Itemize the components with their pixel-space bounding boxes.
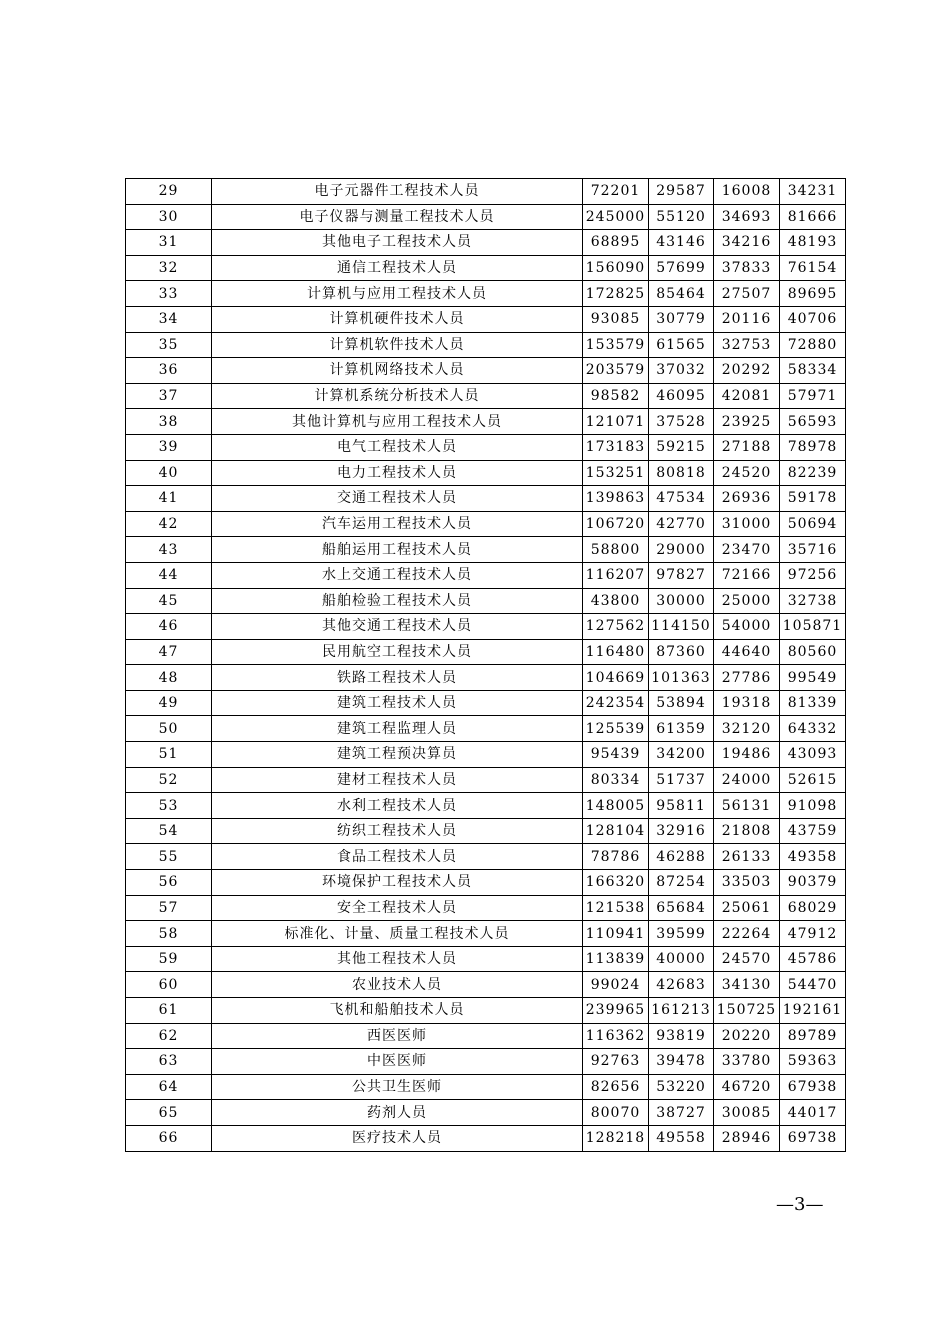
value-col-4: 54470 [780, 972, 846, 998]
value-col-1: 106720 [583, 511, 649, 537]
value-col-3: 150725 [714, 998, 780, 1024]
value-col-3: 19486 [714, 742, 780, 768]
value-col-4: 68029 [780, 895, 846, 921]
value-col-1: 245000 [583, 204, 649, 230]
table-row [126, 665, 846, 691]
table-body [126, 179, 846, 1152]
value-col-4: 99549 [780, 665, 846, 691]
value-col-1: 116362 [583, 1023, 649, 1049]
value-col-2: 49558 [649, 1125, 714, 1151]
occupation-name: 电子仪器与测量工程技术人员 [212, 204, 583, 230]
row-number: 37 [126, 383, 212, 409]
row-number: 59 [126, 946, 212, 972]
value-col-2: 53894 [649, 690, 714, 716]
value-col-2: 47534 [649, 486, 714, 512]
table-row [126, 383, 846, 409]
table-row [126, 767, 846, 793]
value-col-2: 114150 [649, 614, 714, 640]
table-row [126, 614, 846, 640]
value-col-2: 39599 [649, 921, 714, 947]
value-col-1: 153251 [583, 460, 649, 486]
occupation-name: 船舶运用工程技术人员 [212, 537, 583, 563]
value-col-2: 40000 [649, 946, 714, 972]
value-col-1: 104669 [583, 665, 649, 691]
row-number: 33 [126, 281, 212, 307]
row-number: 39 [126, 434, 212, 460]
table-row [126, 255, 846, 281]
value-col-3: 23925 [714, 409, 780, 435]
value-col-2: 53220 [649, 1074, 714, 1100]
occupation-name: 计算机与应用工程技术人员 [212, 281, 583, 307]
value-col-2: 37032 [649, 358, 714, 384]
value-col-4: 44017 [780, 1100, 846, 1126]
value-col-3: 19318 [714, 690, 780, 716]
value-col-1: 82656 [583, 1074, 649, 1100]
table-row [126, 179, 846, 205]
value-col-4: 45786 [780, 946, 846, 972]
value-col-4: 80560 [780, 639, 846, 665]
value-col-1: 128104 [583, 818, 649, 844]
value-col-2: 42683 [649, 972, 714, 998]
value-col-3: 26936 [714, 486, 780, 512]
value-col-2: 101363 [649, 665, 714, 691]
value-col-3: 20292 [714, 358, 780, 384]
row-number: 29 [126, 179, 212, 205]
value-col-1: 43800 [583, 588, 649, 614]
table-row [126, 690, 846, 716]
value-col-2: 87254 [649, 870, 714, 896]
value-col-1: 121071 [583, 409, 649, 435]
value-col-1: 153579 [583, 332, 649, 358]
value-col-1: 92763 [583, 1049, 649, 1075]
occupation-name: 建材工程技术人员 [212, 767, 583, 793]
value-col-2: 57699 [649, 255, 714, 281]
value-col-1: 116480 [583, 639, 649, 665]
value-col-3: 23470 [714, 537, 780, 563]
occupation-name: 计算机网络技术人员 [212, 358, 583, 384]
table-row [126, 306, 846, 332]
value-col-4: 72880 [780, 332, 846, 358]
table-row [126, 460, 846, 486]
value-col-2: 29000 [649, 537, 714, 563]
occupation-name: 飞机和船舶技术人员 [212, 998, 583, 1024]
value-col-4: 57971 [780, 383, 846, 409]
occupation-name: 医疗技术人员 [212, 1125, 583, 1151]
value-col-3: 22264 [714, 921, 780, 947]
value-col-2: 42770 [649, 511, 714, 537]
occupation-name: 水利工程技术人员 [212, 793, 583, 819]
value-col-4: 32738 [780, 588, 846, 614]
value-col-2: 30000 [649, 588, 714, 614]
table-row [126, 358, 846, 384]
value-col-4: 52615 [780, 767, 846, 793]
value-col-1: 72201 [583, 179, 649, 205]
occupation-name: 公共卫生医师 [212, 1074, 583, 1100]
table-row [126, 818, 846, 844]
row-number: 47 [126, 639, 212, 665]
value-col-3: 16008 [714, 179, 780, 205]
row-number: 65 [126, 1100, 212, 1126]
value-col-2: 55120 [649, 204, 714, 230]
value-col-4: 64332 [780, 716, 846, 742]
table-row [126, 588, 846, 614]
value-col-2: 51737 [649, 767, 714, 793]
value-col-1: 139863 [583, 486, 649, 512]
value-col-1: 172825 [583, 281, 649, 307]
value-col-4: 58334 [780, 358, 846, 384]
row-number: 64 [126, 1074, 212, 1100]
value-col-4: 56593 [780, 409, 846, 435]
occupation-name: 农业技术人员 [212, 972, 583, 998]
occupation-name: 汽车运用工程技术人员 [212, 511, 583, 537]
occupation-name: 计算机系统分析技术人员 [212, 383, 583, 409]
occupation-name: 水上交通工程技术人员 [212, 562, 583, 588]
value-col-2: 46288 [649, 844, 714, 870]
value-col-3: 32120 [714, 716, 780, 742]
value-col-3: 42081 [714, 383, 780, 409]
value-col-2: 32916 [649, 818, 714, 844]
value-col-1: 68895 [583, 230, 649, 256]
value-col-2: 80818 [649, 460, 714, 486]
value-col-4: 192161 [780, 998, 846, 1024]
row-number: 35 [126, 332, 212, 358]
value-col-3: 25000 [714, 588, 780, 614]
value-col-3: 34216 [714, 230, 780, 256]
value-col-3: 26133 [714, 844, 780, 870]
value-col-3: 25061 [714, 895, 780, 921]
row-number: 53 [126, 793, 212, 819]
row-number: 55 [126, 844, 212, 870]
table-row [126, 281, 846, 307]
value-col-3: 56131 [714, 793, 780, 819]
row-number: 45 [126, 588, 212, 614]
table-row [126, 793, 846, 819]
table-row [126, 562, 846, 588]
value-col-1: 173183 [583, 434, 649, 460]
table-row [126, 870, 846, 896]
value-col-2: 85464 [649, 281, 714, 307]
value-col-1: 98582 [583, 383, 649, 409]
row-number: 31 [126, 230, 212, 256]
occupation-name: 药剂人员 [212, 1100, 583, 1126]
value-col-1: 127562 [583, 614, 649, 640]
value-col-4: 59363 [780, 1049, 846, 1075]
value-col-2: 161213 [649, 998, 714, 1024]
page-number: —3— [776, 1194, 824, 1215]
value-col-1: 242354 [583, 690, 649, 716]
occupation-name: 其他工程技术人员 [212, 946, 583, 972]
value-col-4: 76154 [780, 255, 846, 281]
value-col-3: 24000 [714, 767, 780, 793]
value-col-1: 58800 [583, 537, 649, 563]
value-col-3: 20116 [714, 306, 780, 332]
value-col-1: 156090 [583, 255, 649, 281]
occupation-name: 标准化、计量、质量工程技术人员 [212, 921, 583, 947]
occupation-name: 船舶检验工程技术人员 [212, 588, 583, 614]
occupation-name: 建筑工程监理人员 [212, 716, 583, 742]
value-col-3: 21808 [714, 818, 780, 844]
occupation-name: 计算机硬件技术人员 [212, 306, 583, 332]
occupation-name: 通信工程技术人员 [212, 255, 583, 281]
value-col-3: 27786 [714, 665, 780, 691]
value-col-4: 34231 [780, 179, 846, 205]
salary-table [125, 178, 846, 1152]
value-col-2: 95811 [649, 793, 714, 819]
value-col-4: 82239 [780, 460, 846, 486]
value-col-3: 33780 [714, 1049, 780, 1075]
value-col-3: 54000 [714, 614, 780, 640]
occupation-name: 交通工程技术人员 [212, 486, 583, 512]
row-number: 34 [126, 306, 212, 332]
value-col-4: 59178 [780, 486, 846, 512]
occupation-name: 计算机软件技术人员 [212, 332, 583, 358]
occupation-name: 纺织工程技术人员 [212, 818, 583, 844]
occupation-name: 建筑工程技术人员 [212, 690, 583, 716]
value-col-2: 30779 [649, 306, 714, 332]
value-col-4: 43093 [780, 742, 846, 768]
table-row [126, 1049, 846, 1075]
row-number: 46 [126, 614, 212, 640]
table-row [126, 409, 846, 435]
value-col-1: 110941 [583, 921, 649, 947]
value-col-1: 166320 [583, 870, 649, 896]
value-col-2: 46095 [649, 383, 714, 409]
occupation-name: 电子元器件工程技术人员 [212, 179, 583, 205]
value-col-1: 95439 [583, 742, 649, 768]
table-row [126, 1074, 846, 1100]
row-number: 30 [126, 204, 212, 230]
row-number: 48 [126, 665, 212, 691]
row-number: 49 [126, 690, 212, 716]
value-col-3: 72166 [714, 562, 780, 588]
occupation-name: 电气工程技术人员 [212, 434, 583, 460]
table-row [126, 332, 846, 358]
row-number: 44 [126, 562, 212, 588]
occupation-name: 其他电子工程技术人员 [212, 230, 583, 256]
value-col-2: 65684 [649, 895, 714, 921]
row-number: 56 [126, 870, 212, 896]
row-number: 57 [126, 895, 212, 921]
occupation-name: 电力工程技术人员 [212, 460, 583, 486]
value-col-3: 37833 [714, 255, 780, 281]
table-row [126, 895, 846, 921]
row-number: 36 [126, 358, 212, 384]
occupation-name: 安全工程技术人员 [212, 895, 583, 921]
value-col-2: 87360 [649, 639, 714, 665]
row-number: 52 [126, 767, 212, 793]
value-col-2: 37528 [649, 409, 714, 435]
row-number: 50 [126, 716, 212, 742]
table-row [126, 946, 846, 972]
table-row [126, 844, 846, 870]
value-col-1: 125539 [583, 716, 649, 742]
value-col-3: 30085 [714, 1100, 780, 1126]
occupation-name: 建筑工程预决算员 [212, 742, 583, 768]
value-col-3: 34693 [714, 204, 780, 230]
occupation-name: 食品工程技术人员 [212, 844, 583, 870]
value-col-3: 24520 [714, 460, 780, 486]
table-row [126, 639, 846, 665]
table-row [126, 972, 846, 998]
row-number: 38 [126, 409, 212, 435]
value-col-4: 67938 [780, 1074, 846, 1100]
value-col-3: 32753 [714, 332, 780, 358]
row-number: 43 [126, 537, 212, 563]
row-number: 61 [126, 998, 212, 1024]
row-number: 41 [126, 486, 212, 512]
table-row [126, 434, 846, 460]
value-col-4: 40706 [780, 306, 846, 332]
value-col-4: 90379 [780, 870, 846, 896]
value-col-1: 203579 [583, 358, 649, 384]
row-number: 58 [126, 921, 212, 947]
table-row [126, 537, 846, 563]
value-col-4: 91098 [780, 793, 846, 819]
value-col-2: 34200 [649, 742, 714, 768]
value-col-4: 50694 [780, 511, 846, 537]
value-col-4: 105871 [780, 614, 846, 640]
table-row [126, 204, 846, 230]
value-col-1: 121538 [583, 895, 649, 921]
row-number: 51 [126, 742, 212, 768]
row-number: 62 [126, 1023, 212, 1049]
value-col-3: 27188 [714, 434, 780, 460]
table-row [126, 742, 846, 768]
value-col-1: 239965 [583, 998, 649, 1024]
value-col-4: 81666 [780, 204, 846, 230]
table-row [126, 1125, 846, 1151]
value-col-3: 44640 [714, 639, 780, 665]
table-row [126, 486, 846, 512]
value-col-4: 48193 [780, 230, 846, 256]
value-col-4: 69738 [780, 1125, 846, 1151]
occupation-name: 环境保护工程技术人员 [212, 870, 583, 896]
value-col-4: 81339 [780, 690, 846, 716]
value-col-1: 116207 [583, 562, 649, 588]
value-col-3: 34130 [714, 972, 780, 998]
table-row [126, 998, 846, 1024]
value-col-3: 46720 [714, 1074, 780, 1100]
value-col-1: 80334 [583, 767, 649, 793]
value-col-3: 24570 [714, 946, 780, 972]
value-col-4: 89789 [780, 1023, 846, 1049]
value-col-2: 97827 [649, 562, 714, 588]
occupation-name: 其他计算机与应用工程技术人员 [212, 409, 583, 435]
value-col-3: 27507 [714, 281, 780, 307]
value-col-4: 78978 [780, 434, 846, 460]
row-number: 32 [126, 255, 212, 281]
value-col-4: 89695 [780, 281, 846, 307]
row-number: 60 [126, 972, 212, 998]
value-col-3: 31000 [714, 511, 780, 537]
occupation-name: 民用航空工程技术人员 [212, 639, 583, 665]
value-col-1: 78786 [583, 844, 649, 870]
value-col-4: 49358 [780, 844, 846, 870]
value-col-4: 97256 [780, 562, 846, 588]
table-row [126, 1100, 846, 1126]
value-col-2: 29587 [649, 179, 714, 205]
value-col-1: 148005 [583, 793, 649, 819]
value-col-2: 39478 [649, 1049, 714, 1075]
value-col-4: 35716 [780, 537, 846, 563]
occupation-name: 西医医师 [212, 1023, 583, 1049]
value-col-2: 38727 [649, 1100, 714, 1126]
value-col-4: 47912 [780, 921, 846, 947]
value-col-2: 61565 [649, 332, 714, 358]
value-col-2: 93819 [649, 1023, 714, 1049]
row-number: 40 [126, 460, 212, 486]
value-col-1: 80070 [583, 1100, 649, 1126]
row-number: 63 [126, 1049, 212, 1075]
table-row [126, 716, 846, 742]
value-col-4: 43759 [780, 818, 846, 844]
value-col-1: 128218 [583, 1125, 649, 1151]
value-col-1: 93085 [583, 306, 649, 332]
value-col-2: 43146 [649, 230, 714, 256]
value-col-2: 61359 [649, 716, 714, 742]
occupation-name: 铁路工程技术人员 [212, 665, 583, 691]
value-col-3: 28946 [714, 1125, 780, 1151]
occupation-name: 中医医师 [212, 1049, 583, 1075]
value-col-1: 99024 [583, 972, 649, 998]
table-row [126, 511, 846, 537]
row-number: 54 [126, 818, 212, 844]
row-number: 66 [126, 1125, 212, 1151]
table-row [126, 921, 846, 947]
value-col-1: 113839 [583, 946, 649, 972]
row-number: 42 [126, 511, 212, 537]
value-col-2: 59215 [649, 434, 714, 460]
value-col-3: 20220 [714, 1023, 780, 1049]
occupation-name: 其他交通工程技术人员 [212, 614, 583, 640]
table-row [126, 230, 846, 256]
value-col-3: 33503 [714, 870, 780, 896]
table-row [126, 1023, 846, 1049]
